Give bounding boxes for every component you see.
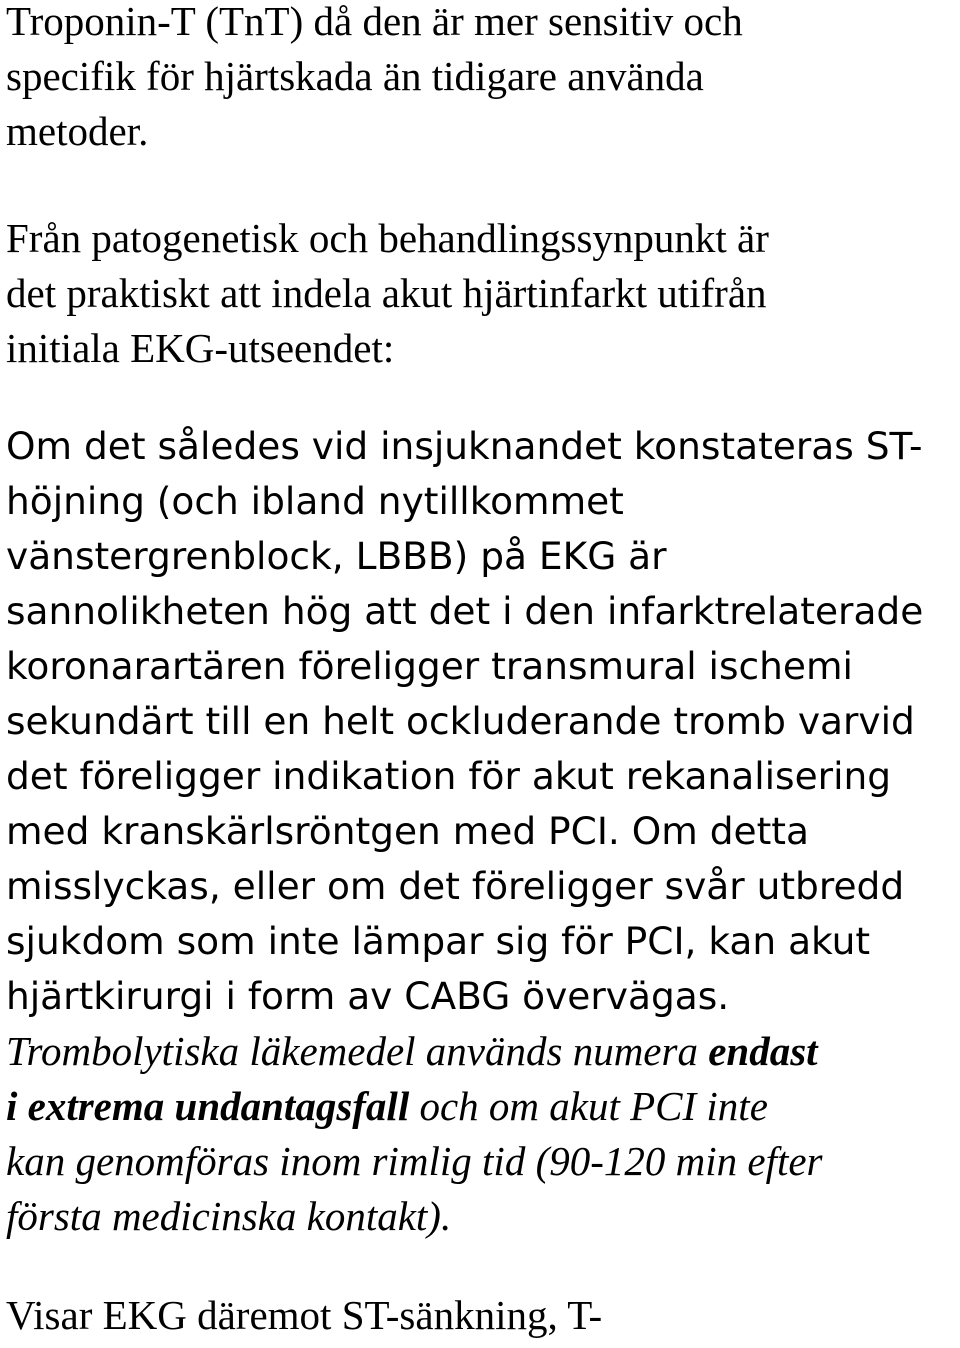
text-line: sekundärt till en helt ockluderande tromb varvid [6, 699, 915, 743]
text-line: koronarartären föreligger transmural ischemi [6, 644, 853, 688]
text-line: specifik för hjärtskada än tidigare använda [6, 53, 704, 99]
text-line: höjning (och ibland nytillkommet [6, 479, 624, 523]
text-segment: Om detta [619, 809, 809, 853]
paragraph-st-elevation [6, 419, 923, 1244]
italic-line [6, 1024, 923, 1079]
text-line: hjärtkirurgi i form av CABG övervägas. [6, 974, 730, 1018]
text-line [6, 804, 923, 859]
paragraph-classification [6, 211, 769, 376]
italic-segment: och om akut PCI inte [409, 1083, 768, 1129]
text-line: Visar EKG däremot ST-sänkning, T- [6, 1292, 603, 1338]
text-line: det praktiskt att indela akut hjärtinfarkt utifrån [6, 270, 767, 316]
text-line: Om det således vid insjuknandet konstateras ST- [6, 424, 923, 468]
emphasis-extrema-undantagsfall: i extrema undantagsfall [6, 1083, 410, 1129]
text-line: sannolikheten hög att det i den infarktrelaterade [6, 589, 924, 633]
text-line: vänstergrenblock, LBBB) på EKG är [6, 534, 667, 578]
text-line: Troponin-T (TnT) då den är mer sensitiv och [6, 0, 743, 44]
italic-line: första medicinska kontakt). [6, 1193, 452, 1239]
text-line: misslyckas, eller om det föreligger svår utbredd [6, 864, 905, 908]
italic-line: kan genomföras inom rimlig tid (90-120 min efter [6, 1138, 823, 1184]
text-line: det föreligger indikation för akut rekanalisering [6, 754, 892, 798]
emphasis-endast: endast [708, 1028, 818, 1074]
italic-segment: Trombolytiska läkemedel används numera [6, 1028, 709, 1074]
text-line: sjukdom som inte lämpar sig för PCI, kan akut [6, 919, 871, 963]
text-line: metoder. [6, 108, 149, 154]
italic-line [6, 1079, 923, 1134]
text-segment: med kranskärlsröntgen med PCI. [6, 809, 620, 853]
text-line: Från patogenetisk och behandlingssynpunkt är [6, 215, 769, 261]
paragraph-troponin [6, 0, 743, 159]
text-line: initiala EKG-utseendet: [6, 325, 395, 371]
paragraph-st-depression [6, 1288, 602, 1343]
